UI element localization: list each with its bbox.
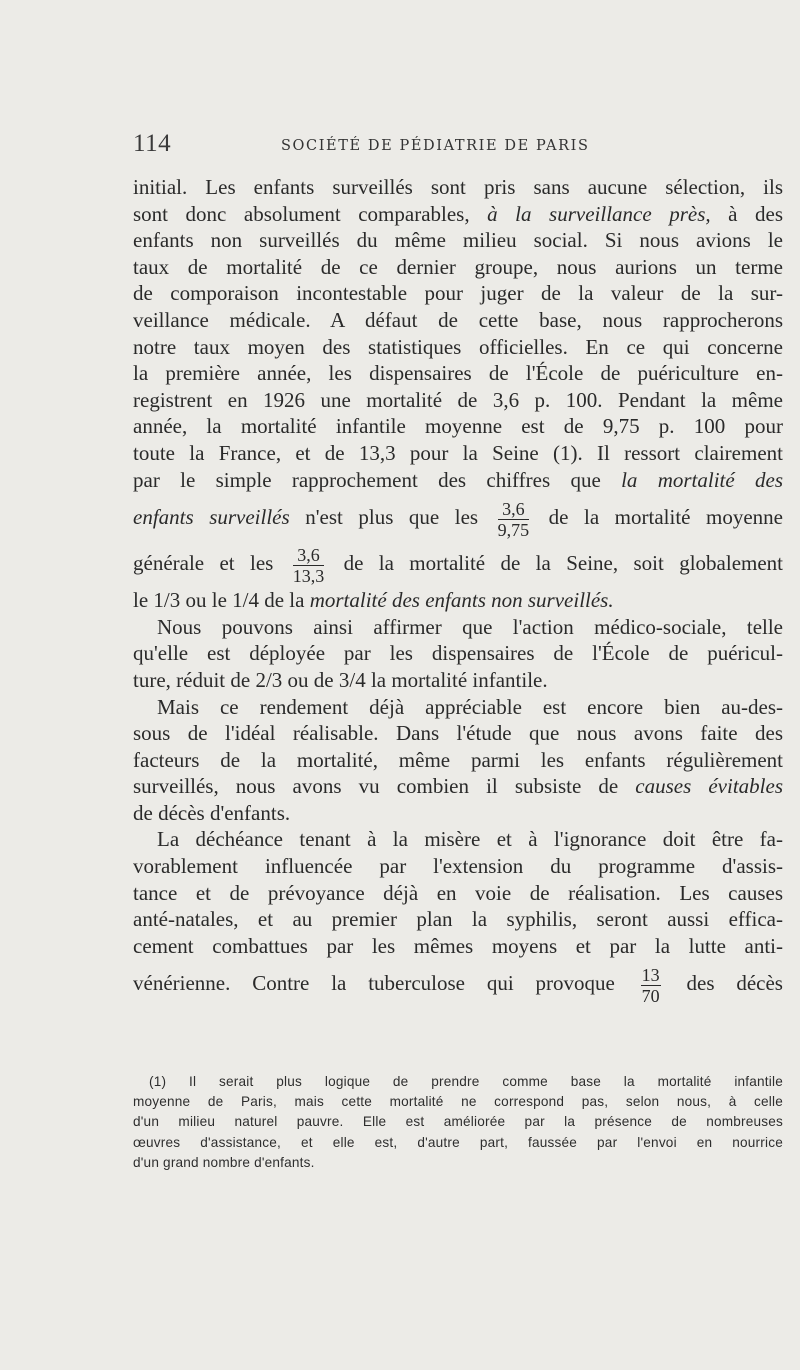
text-line: par le simple rapprochement des chiffres que la mortalité des xyxy=(133,467,784,492)
text-line: facteurs de la mortalité, même parmi les enfants régulièrement xyxy=(133,747,783,772)
footnote xyxy=(133,1072,783,1173)
fraction-denominator: 9,75 xyxy=(497,519,530,540)
body-text xyxy=(133,174,783,1007)
footnote-line: (1) Il serait plus logique de prendre comme base la mortalité infantile xyxy=(149,1074,783,1089)
fraction-numerator: 13 xyxy=(641,965,660,986)
italic-phrase: la mortalité des xyxy=(621,467,784,492)
text-line: Mais ce rendement déjà appréciable est encore bien au-des- xyxy=(157,694,783,719)
text-line: La déchéance tenant à la misère et à l'ignorance doit être fa- xyxy=(157,827,783,852)
text-line: taux de mortalité de ce dernier groupe, nous aurions un terme xyxy=(133,254,783,279)
text-line: ture, réduit de 2/3 ou de 3/4 la mortalité infantile. xyxy=(133,667,548,692)
footnote-line: moyenne de Paris, mais cette mortalité ne correspond pas, selon nous, à celle xyxy=(133,1094,783,1110)
italic-phrase: à la surveillance près, xyxy=(487,201,711,226)
text-line-with-fraction: vénérienne. Contre la tuberculose qui provoque $\frac{13}{70}$ des décès xyxy=(133,965,783,1007)
italic-phrase: mortalité des enfants non surveillés. xyxy=(309,588,614,613)
running-head: SOCIÉTÉ DE PÉDIATRIE DE PARIS xyxy=(281,138,590,154)
text-line: veillance médicale. A défaut de cette base, nous rapprocherons xyxy=(133,307,783,332)
footnote-line: d'un milieu naturel pauvre. Elle est améliorée par la présence de nombreuses xyxy=(133,1114,783,1130)
text-line: surveillés, nous avons vu combien il subsiste de causes évitables xyxy=(133,774,783,799)
text-line: cement combattues par les mêmes moyens et par la lutte anti- xyxy=(133,933,783,958)
paragraph xyxy=(133,826,783,1005)
fraction-denominator: 70 xyxy=(641,986,660,1007)
footnote-line: œuvres d'assistance, et elle est, d'autre part, faussée par l'envoi en nourrice xyxy=(133,1134,783,1150)
fraction xyxy=(498,500,530,539)
text-line: la première année, les dispensaires de l'École de puériculture en- xyxy=(133,361,783,386)
text-line-with-fraction: générale et les $\frac{3,6}{13,3}$ de la mortalité de la Seine, soit globalement xyxy=(133,544,784,586)
paragraph xyxy=(133,174,783,614)
fraction xyxy=(293,546,325,585)
page-header xyxy=(133,130,783,166)
text-line: de décès d'enfants. xyxy=(133,800,291,825)
text-line: vorablement influencée par l'extension du programme d'assis- xyxy=(133,854,783,879)
italic-phrase: causes évitables xyxy=(635,774,783,799)
paragraph xyxy=(133,694,783,827)
fraction xyxy=(641,966,661,1005)
paragraph xyxy=(133,614,783,694)
text-line: Nous pouvons ainsi affirmer que l'action médico-sociale, telle xyxy=(157,614,783,639)
text-line: sont donc absolument comparables, à la surveillance près, à des xyxy=(133,201,783,226)
italic-phrase: enfants surveillés xyxy=(133,505,290,530)
fraction-numerator: 3,6 xyxy=(498,500,530,520)
text-line: le 1/3 ou le 1/4 de la mortalité des enfants non surveillés. xyxy=(133,588,614,613)
text-line: tance et de prévoyance déjà en voie de réalisation. Les causes xyxy=(133,880,783,905)
text-line: registrent en 1926 une mortalité de 3,6 p. 100. Pendant la même xyxy=(133,387,783,412)
text-line: enfants non surveillés du même milieu social. Si nous avions le xyxy=(133,228,783,253)
fraction-numerator: 3,6 xyxy=(293,546,325,566)
text-line: année, la mortalité infantile moyenne est de 9,75 p. 100 pour xyxy=(133,414,783,439)
text-line: de comporaison incontestable pour juger de la valeur de la sur- xyxy=(133,281,783,306)
text-line: toute la France, et de 13,3 pour la Seine (1). Il ressort clairement xyxy=(133,440,783,465)
text-line: qu'elle est déployée par les dispensaires de l'École de puéricul- xyxy=(133,641,783,666)
footnote-line: d'un grand nombre d'enfants. xyxy=(133,1154,315,1170)
fraction-denominator: 13,3 xyxy=(292,565,325,586)
text-line: sous de l'idéal réalisable. Dans l'étude que nous avons faite des xyxy=(133,721,783,746)
text-line-with-fraction: enfants surveillés n'est plus que les $\frac{3,6}{9,75}$ de la mortalité moyenne xyxy=(133,498,783,540)
text-line: anté-natales, et au premier plan la syphilis, seront aussi effica- xyxy=(133,907,783,932)
page-number: 114 xyxy=(133,130,172,157)
text-line: initial. Les enfants surveillés sont pris sans aucune sélection, ils xyxy=(133,175,783,199)
text-line: notre taux moyen des statistiques officielles. En ce qui concerne xyxy=(133,334,783,359)
